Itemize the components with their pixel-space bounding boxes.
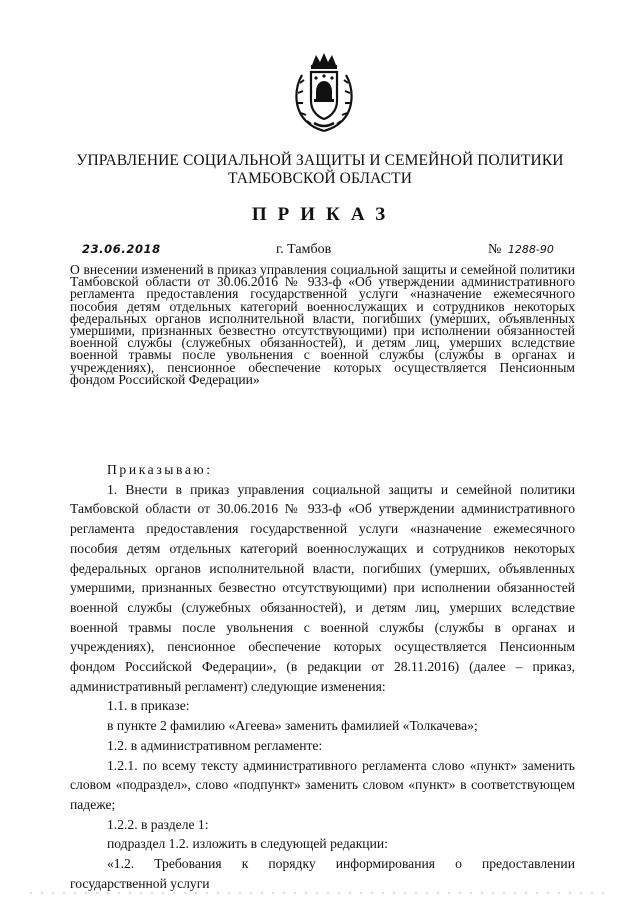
tambov-coat-of-arms-icon bbox=[292, 53, 356, 133]
body-paragraph-1: 1. Внести в приказ управления социальной защиты и семейной политики Тамбовской области от 30.06.2016 № 933-ф «Об утверждении административного регламента предоставления государственной услуги «назначение ежемесячного пособия детям отдельных категорий военнослужащих и сотрудников некоторых федеральных органов исполнительной власти, погибших (умерших, объявленных умершими, признанных безвестно отсутствующими) при исполнении обязанностей военной службы (служебных обязанностей), и детям лиц, умерших вследствие военной травмы после увольнения с военной службы (службы в органах и учреждениях), пенсионное обеспечение которых осуществляется Пенсионным фондом Российской Федерации», (в редакции от 28.11.2016) (далее – приказ, административный регламент) следующие изменения: bbox=[70, 481, 575, 694]
subject-text: О внесении изменений в приказ управления социальной защиты и семейной политики Тамбовской области от 30.06.2016 № 933-ф «Об утверждении административного регламента предоставления государственной услуги «назначение ежемесячного пособия детям отдельных категорий военнослужащих и сотрудников некоторых федеральных органов исполнительной власти, погибших (умерших, объявленных умершими, признанных безвестно отсутствующими) при исполнении обязанностей военной службы (служебных обязанностей), и детям лиц, умерших вследствие военной травмы после увольнения с военной службы (службы в органах и учреждениях), пенсионное обеспечение которых осуществляется Пенсионным фондом Российской Федерации» bbox=[70, 262, 575, 387]
body-paragraph-2: 1.1. в приказе: bbox=[107, 698, 190, 714]
document-title: ПРИКАЗ bbox=[251, 204, 397, 225]
document-number-value: 1288-90 bbox=[507, 243, 554, 256]
order-word: Приказываю: bbox=[107, 462, 213, 477]
document-subject bbox=[70, 264, 575, 386]
document-body bbox=[70, 460, 575, 893]
body-paragraph-7: подраздел 1.2. изложить в следующей редакции: bbox=[107, 836, 388, 852]
document-number bbox=[488, 242, 554, 258]
body-paragraph-4: 1.2. в административном регламенте: bbox=[107, 737, 323, 753]
agency-name-line1: УПРАВЛЕНИЕ СОЦИАЛЬНОЙ ЗАЩИТЫ И СЕМЕЙНОЙ ПОЛИТИКИ bbox=[76, 152, 564, 169]
body-paragraph-8: «1.2. Требования к порядку информирования о предоставлении государственной услуги bbox=[70, 856, 575, 891]
body-paragraph-5: 1.2.1. по всему тексту административного регламента слово «пункт» заменить словом «подраздел», слово «подпункт» заменить словом «пункт» в соответствующем падеже; bbox=[70, 757, 575, 812]
body-paragraph-3: в пункте 2 фамилию «Агеева» заменить фамилией «Толкачева»; bbox=[107, 718, 478, 734]
agency-name-line2: ТАМБОВСКОЙ ОБЛАСТИ bbox=[228, 170, 412, 187]
document-number-label: № bbox=[488, 242, 502, 257]
document-city: г. Тамбов bbox=[276, 242, 332, 257]
document-meta-row bbox=[0, 242, 640, 262]
body-paragraph-6: 1.2.2. в разделе 1: bbox=[107, 816, 209, 832]
scan-artifact-line bbox=[0, 885, 640, 895]
document-date: 23.06.2018 bbox=[82, 242, 161, 256]
